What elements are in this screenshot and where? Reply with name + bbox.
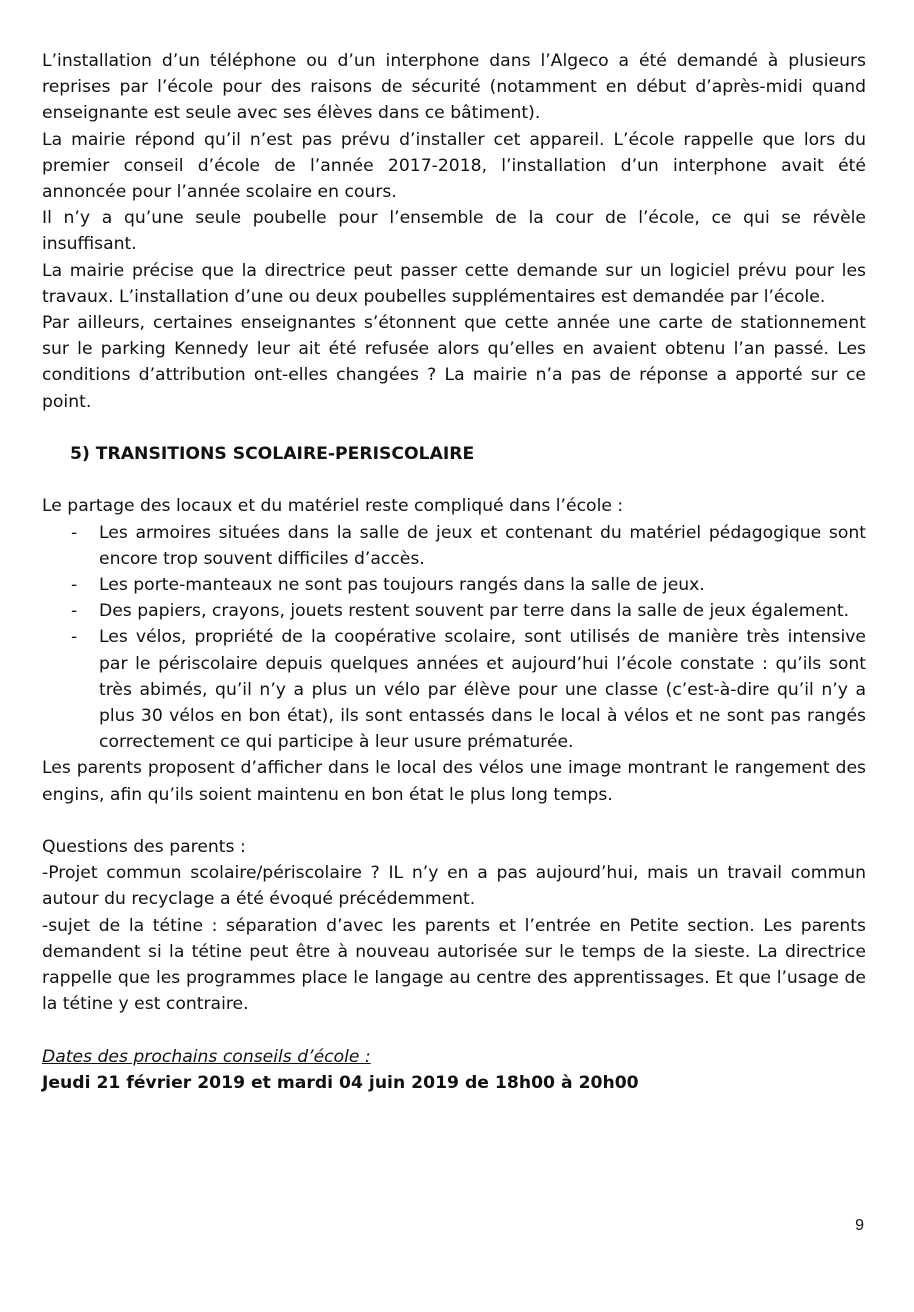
paragraph-mairie-response: La mairie répond qu’il n’est pas prévu d’installer cet appareil. L’école rappelle que lors du premier conseil d’école de l’année 2017-2018, l’installation d’un interphone avait été annoncée pour l’année scolaire en cours. xyxy=(42,129,866,203)
dates-heading: Dates des prochains conseils d’école : xyxy=(42,1046,371,1067)
paragraph-poubelle: Il n’y a qu’une seule poubelle pour l’ensemble de la cour de l’école, ce qui se révèle insuffisant. xyxy=(42,208,866,255)
issues-list xyxy=(42,520,866,756)
question-projet-commun: -Projet commun scolaire/périscolaire ? IL n’y en a pas aujourd’hui, mais un travail commun autour du recyclage a été évoqué précédemment. xyxy=(42,863,866,910)
paragraph-parents-proposal: Les parents proposent d’afficher dans le local des vélos une image montrant le rangement des engins, afin qu’ils soient maintenu en bon état le plus long temps. xyxy=(42,758,866,805)
list-item: - Les porte-manteaux ne sont pas toujours rangés dans la salle de jeux. xyxy=(42,572,866,598)
list-item: - Les armoires situées dans la salle de jeux et contenant du matériel pédagogique sont encore trop souvent difficiles d’accès. xyxy=(42,520,866,572)
dates-value: Jeudi 21 février 2019 et mardi 04 juin 2019 de 18h00 à 20h00 xyxy=(42,1072,639,1093)
section-intro: Le partage des locaux et du matériel reste compliqué dans l’école : xyxy=(42,496,624,517)
page-number: 9 xyxy=(855,1217,864,1234)
paragraph-stationnement: Par ailleurs, certaines enseignantes s’étonnent que cette année une carte de stationnement sur le parking Kennedy leur ait été refusée alors qu’elles en avaient obtenu l’an passé. Les conditions d’attribution ont-elles changées ? La mairie n’a pas de réponse a apporté sur ce point. xyxy=(42,313,866,412)
question-tetine: -sujet de la tétine : séparation d’avec les parents et l’entrée en Petite section. Les parents demandent si la tétine peut être à nouveau autorisée sur le temps de la sieste. La directrice rappelle que les programmes place le langage au centre des apprentissages. Et que l’usage de la tétine y est contraire. xyxy=(42,915,866,1015)
questions-heading: Questions des parents : xyxy=(42,837,246,858)
list-item: - Les vélos, propriété de la coopérative scolaire, sont utilisés de manière très intensive par le périscolaire depuis quelques années et aujourd’hui l’école constate : qu’ils sont très abimés, qu’il n’y a plus un vélo par élève pour une classe (c’est-à-dire qu’il n’y a plus 30 vélos en bon état), ils sont entassés dans le local à vélos et ne sont pas rangés correctement ce qui participe à leur usure prématurée. xyxy=(42,624,866,755)
section-title: 5) TRANSITIONS SCOLAIRE-PERISCOLAIRE xyxy=(70,444,475,465)
list-item: - Des papiers, crayons, jouets restent souvent par terre dans la salle de jeux également. xyxy=(42,598,866,624)
document-page xyxy=(42,48,866,1096)
paragraph-interphone: L’installation d’un téléphone ou d’un interphone dans l’Algeco a été demandé à plusieurs reprises par l’école pour des raisons de sécurité (notamment en début d’après-midi quand enseignante est seule avec ses élèves dans ce bâtiment). xyxy=(42,51,866,124)
paragraph-logiciel: La mairie précise que la directrice peut passer cette demande sur un logiciel prévu pour les travaux. L’installation d’une ou deux poubelles supplémentaires est demandée par l’école. xyxy=(42,260,866,307)
